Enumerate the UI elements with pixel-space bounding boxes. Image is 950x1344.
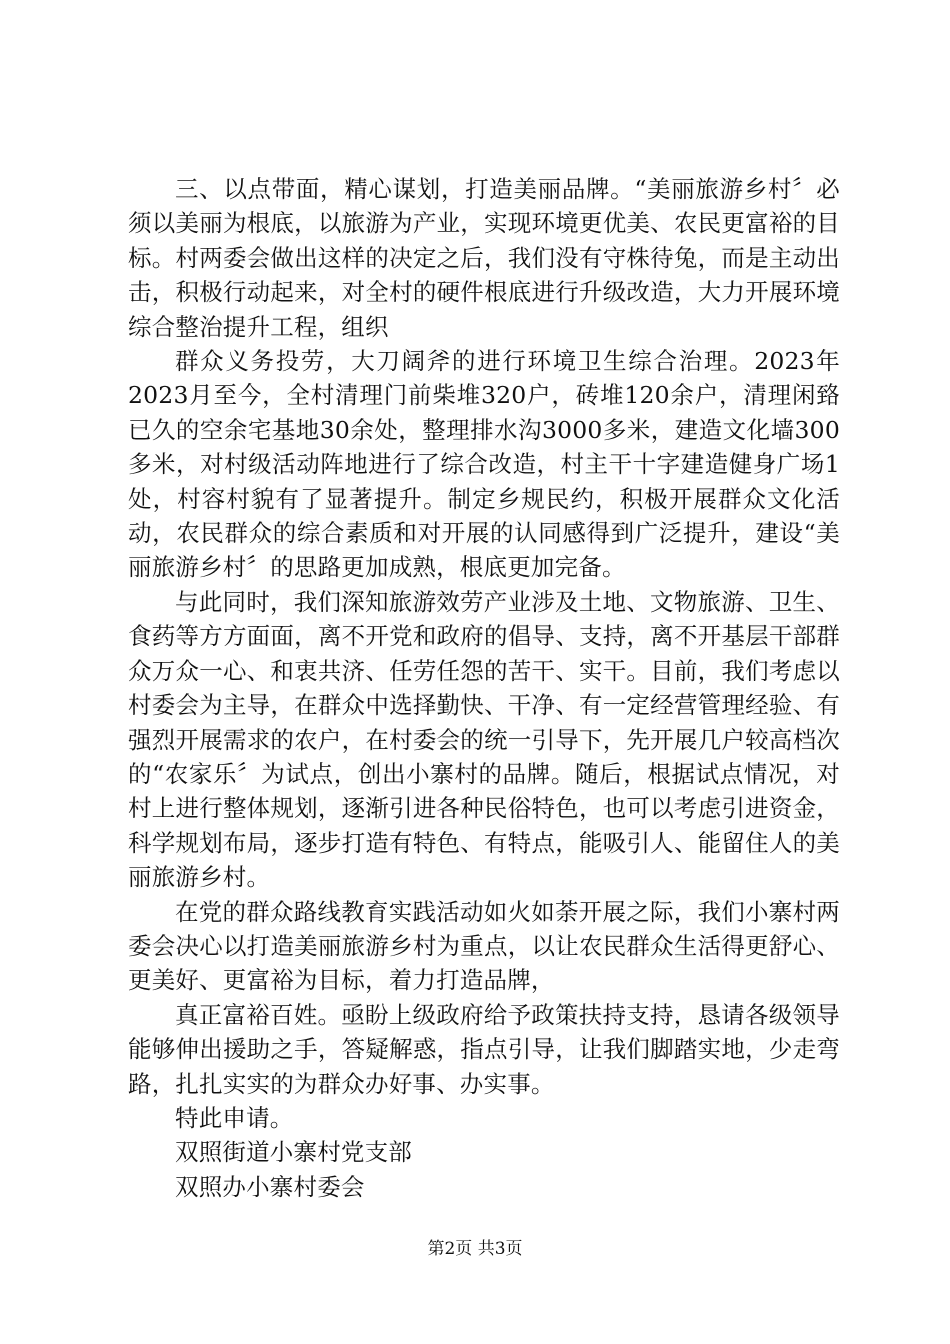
paragraph-application-closing: 特此申请。 (175, 1103, 294, 1132)
signature-party-branch: 双照街道小寨村党支部 (175, 1138, 412, 1167)
document-body (128, 172, 840, 1204)
paragraph-brand-building: 三、以点带面，精心谋划，打造美丽品牌。“美丽旅游乡村〞必须以美丽为根底，以旅游为产业，实现环境更优美、农民更富裕的目标。村两委会做出这样的决定之后，我们没有守株待兔，而是主动出击，积极行动起来，对全村的硬件根底进行升级改造，大力开展环境综合整治提升工程，组织 (128, 175, 840, 341)
signature-village-committee: 双照办小寨村委会 (175, 1172, 365, 1201)
paragraph-tourism-service: 与此同时，我们深知旅游效劳产业涉及土地、文物旅游、卫生、食药等方方面面，离不开党和政府的倡导、支持，离不开基层干部群众万众一心、和衷共济、任劳任怨的苦干、实干。目前，我们考虑以村委会为主导，在群众中选择勤快、干净、有一定经营管理经验、有强烈开展需求的农户，在村委会的统一引导下，先开展几户较高档次的“农家乐〞为试点，创出小寨村的品牌。随后，根据试点情况，对村上进行整体规划，逐渐引进各种民俗特色，也可以考虑引进资金，科学规划布局，逐步打造有特色、有特点，能吸引人、能留住人的美丽旅游乡村。 (128, 587, 840, 892)
paragraph-environment-governance: 群众义务投劳，大刀阔斧的进行环境卫生综合治理。2023年2023月至今，全村清理门前柴堆320户，砖堆120余户，清理闲臵已久的空余宅基地30余处，整理排水沟3000多米，建造文化墙300多米，对村级活动阵地进行了综合改造，村主干十字建造健身广场1处，村容村貌有了显著提升。制定乡规民约，积极开展群众文化活动，农民群众的综合素质和对开展的认同感得到广泛提升，建设“美丽旅游乡村〞的思路更加成熟，根底更加完备。 (128, 347, 840, 582)
page-number-footer: 第2页 共3页 (427, 1239, 523, 1259)
paragraph-request-support: 真正富裕百姓。亟盼上级政府给予政策扶持支持，恳请各级领导能够伸出援助之手，答疑解惑，指点引导，让我们脚踏实地，少走弯路，扎扎实实的为群众办好事、办实事。 (128, 1000, 840, 1098)
paragraph-mass-line-campaign: 在党的群众路线教育实践活动如火如荼开展之际，我们小寨村两委会决心以打造美丽旅游乡村为重点，以让农民群众生活得更舒心、更美好、更富裕为目标，着力打造品牌， (128, 897, 840, 995)
